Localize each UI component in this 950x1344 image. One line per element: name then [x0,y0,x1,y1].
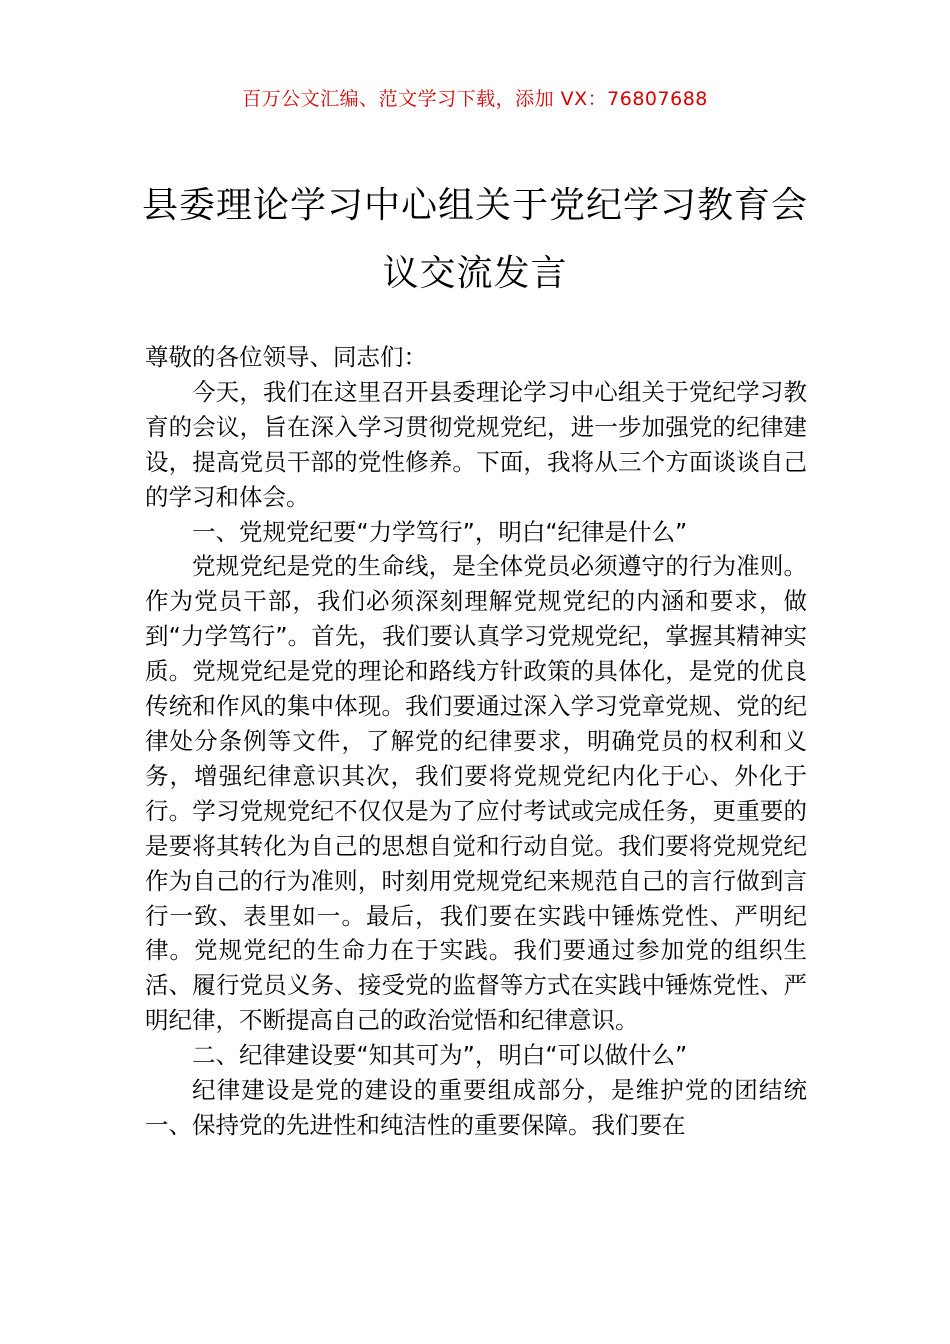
paragraph-section-2: 纪律建设是党的建设的重要组成部分，是维护党的团结统一、保持党的先进性和纯洁性的重要保障。我们要在 [145,1076,807,1139]
section-heading-1: 一、党规党纪要“力学笃行”，明白“纪律是什么” [192,517,688,546]
paragraph-intro: 今天，我们在这里召开县委理论学习中心组关于党纪学习教育的会议，旨在深入学习贯彻党规党纪，进一步加强党的纪律建设，提高党员干部的党性修养。下面，我将从三个方面谈谈自己的学习和体会。 [145,377,807,511]
document-title: 县委理论学习中心组关于党纪学习教育会议交流发言 [141,185,808,294]
paragraph-section-1: 党规党纪是党的生命线，是全体党员必须遵守的行为准则。作为党员干部，我们必须深刻理解党规党纪的内涵和要求，做到“力学笃行”。首先，我们要认真学习党规党纪，掌握其精神实质。党规党纪是党的理论和路线方针政策的具体化，是党的优良传统和作风的集中体现。我们要通过深入学习党章党规、党的纪律处分条例等文件，了解党的纪律要求，明确党员的权利和义务，增强纪律意识其次，我们要将党规党纪内化于心、外化于行。学习党规党纪不仅仅是为了应付考试或完成任务，更重要的是要将其转化为自己的思想自觉和行动自觉。我们要将党规党纪作为自己的行为准则，时刻用党规党纪来规范自己的言行做到言行一致、表里如一。最后，我们要在实践中锤炼党性、严明纪律。党规党纪的生命力在于实践。我们要通过参加党的组织生活、履行党员义务、接受党的监督等方式在实践中锤炼党性、严明纪律，不断提高自己的政治觉悟和纪律意识。 [145,552,807,1035]
section-heading-2: 二、纪律建设要“知其可为”，明白“可以做什么” [192,1041,688,1070]
header-note: 百万公文汇编、范文学习下载，添加 VX：76807688 [242,88,708,110]
document-body [145,340,807,1143]
salutation: 尊敬的各位领导、同志们： [145,343,427,371]
